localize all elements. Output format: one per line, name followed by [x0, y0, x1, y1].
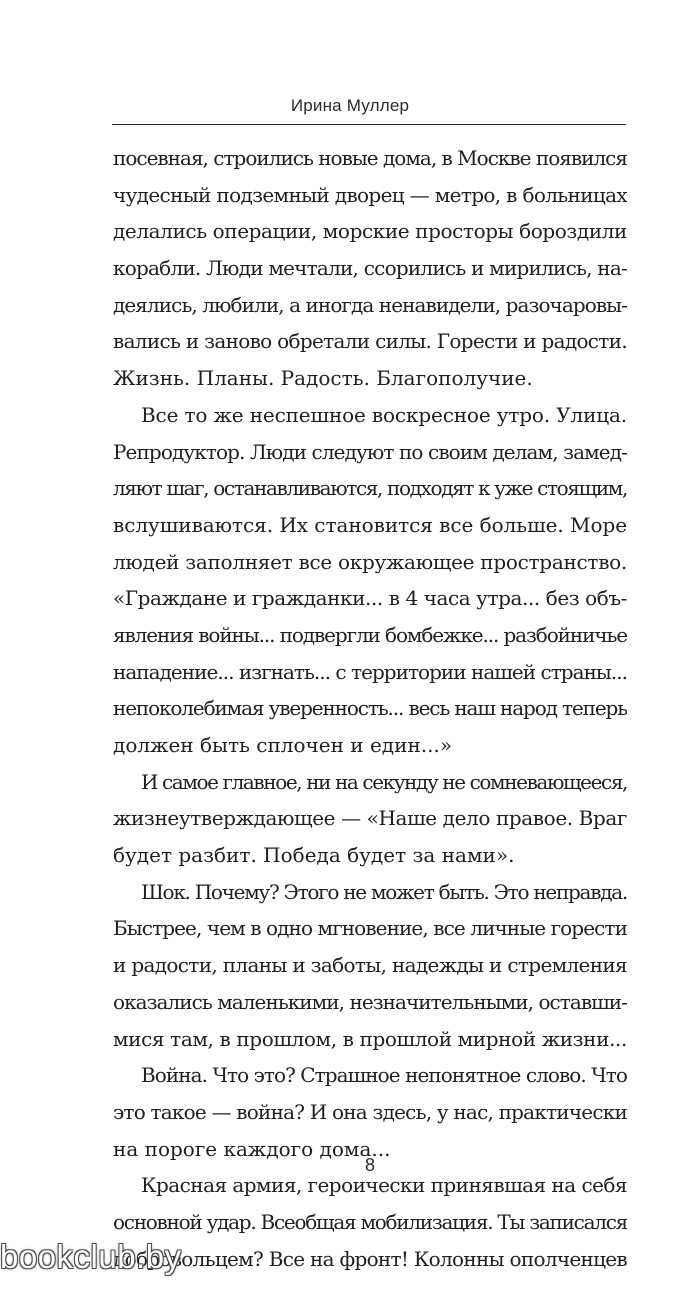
watermark: bookclub.by: [0, 1238, 182, 1275]
text-line: людей заполняет все окружающее пространство.: [113, 549, 627, 574]
text-line: жизнеутверждающее — «Наше дело правое. Враг: [113, 806, 627, 831]
text-line: Шок. Почему? Этого не может быть. Это неправда.: [141, 879, 627, 904]
text-line: посевная, строились новые дома, в Москве появился: [113, 146, 627, 170]
text-line: и радости, планы и заботы, надежды и стремления: [113, 953, 627, 978]
text-line: будет разбит. Победа будет за нами».: [113, 843, 515, 868]
text-line: Репродуктор. Люди следуют по своим делам, замед-: [113, 439, 627, 464]
text-line: должен быть сплочен и един...»: [113, 733, 453, 757]
header-rule: [112, 124, 626, 125]
text-line: на пороге каждого дома...: [113, 1136, 391, 1161]
text-line: деялись, любили, а иногда ненавидели, разочаровы-: [113, 292, 627, 317]
page-number: 8: [364, 1155, 375, 1175]
text-line: вслушиваются. Их становится все больше. Море: [113, 512, 627, 537]
text-line: нападение... изгнать... с территории нашей страны...: [113, 659, 627, 684]
text-line: Быстрее, чем в одно мгновение, все личные горести: [113, 916, 627, 941]
text-line: непоколебимая уверенность... весь наш народ теперь: [113, 696, 627, 721]
text-line: это такое — война? И она здесь, у нас, практически: [113, 1099, 627, 1124]
text-line: ляют шаг, останавливаются, подходят к уже стоящим,: [113, 476, 627, 501]
text-line: вались и заново обретали силы. Горести и радости.: [113, 329, 627, 354]
text-line: корабли. Люди мечтали, ссорились и мирились, на-: [113, 256, 627, 281]
text-line: И самое главное, ни на секунду не сомневающееся,: [141, 769, 627, 794]
text-line: мися там, в прошлом, в прошлой мирной жизни...: [113, 1026, 627, 1051]
text-line: Все то же неспешное воскресное утро. Улица.: [141, 402, 627, 427]
text-line: добровольцем? Все на фронт! Колонны ополченцев: [113, 1246, 627, 1271]
text-line: Война. Что это? Страшное непонятное слово. Что: [141, 1063, 627, 1088]
text-line: «Граждане и гражданки... в 4 часа утра... без объ-: [113, 586, 627, 611]
text-line: Жизнь. Планы. Радость. Благополучие.: [113, 366, 533, 391]
text-line: Красная армия, героически принявшая на себя: [141, 1173, 627, 1198]
text-line: делались операции, морские просторы бороздили: [113, 219, 627, 244]
text-line: чудесный подземный дворец — метро, в больницах: [113, 182, 627, 207]
running-head-author: Ирина Муллер: [290, 96, 410, 115]
text-line: явления войны... подвергли бомбежке... разбойничье: [113, 622, 627, 647]
text-line: основной удар. Всеобщая мобилизация. Ты записался: [113, 1209, 627, 1234]
body-text: [113, 140, 627, 1277]
text-line: оказались маленькими, незначительными, оставши-: [113, 989, 627, 1014]
